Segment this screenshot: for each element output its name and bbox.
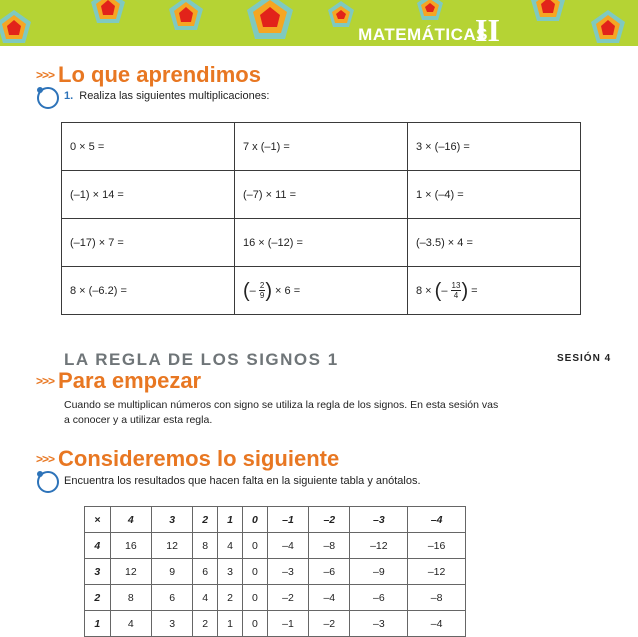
table-cell: –8 <box>408 585 466 611</box>
section-title-aprendimos <box>36 62 261 88</box>
table-row <box>85 585 466 611</box>
subject-title: MATEMÁTICAS <box>358 25 488 44</box>
table-row <box>62 267 581 315</box>
pentagon-icon <box>247 0 293 39</box>
table-cell: 12 <box>152 533 193 559</box>
table-row <box>85 533 466 559</box>
header-cell: –2 <box>309 507 350 533</box>
table-cell: –1 <box>267 611 308 637</box>
table-cell: 3 <box>218 559 243 585</box>
tail: = <box>471 284 478 297</box>
table-cell: 0 <box>243 611 268 637</box>
tail: × 6 = <box>275 284 301 297</box>
instruction-text: Realiza las siguientes multiplicaciones: <box>79 90 270 102</box>
table-cell: 12 <box>110 559 151 585</box>
pentagon-icon <box>417 0 443 20</box>
denominator: 9 <box>259 291 265 300</box>
table-cell: 1 <box>218 611 243 637</box>
exercise-cell[interactable]: (–1) × 14 = <box>62 171 235 219</box>
table-cell: 2 <box>193 611 218 637</box>
exercise-cell-fraction[interactable] <box>408 267 581 315</box>
row-header-cell: 3 <box>85 559 111 585</box>
table-cell: –4 <box>408 611 466 637</box>
paren-open: ( <box>434 279 442 302</box>
circle-marker-icon <box>37 87 59 109</box>
table-cell: –3 <box>267 559 308 585</box>
chevrons-icon: >>> <box>36 68 55 82</box>
exercise-cell[interactable]: 3 × (–16) = <box>408 123 581 171</box>
multiplication-table <box>61 122 581 315</box>
pentagon-icon <box>591 10 625 43</box>
exercise-cell[interactable]: 8 × (–6.2) = <box>62 267 235 315</box>
paren-close: ) <box>265 279 272 302</box>
item-number: 1. <box>64 90 74 102</box>
exercise-cell[interactable]: (–17) × 7 = <box>62 219 235 267</box>
table-cell: 16 <box>110 533 151 559</box>
session-label: SESIÓN 4 <box>557 353 612 364</box>
table-cell: 9 <box>152 559 193 585</box>
table-cell: –3 <box>350 611 408 637</box>
table-cell: –8 <box>309 533 350 559</box>
table-cell: –16 <box>408 533 466 559</box>
header-cell: 3 <box>152 507 193 533</box>
numerator: 2 <box>259 281 265 290</box>
pentagon-icon <box>91 0 125 23</box>
pentagon-icon <box>328 1 354 27</box>
denominator: 4 <box>453 291 459 300</box>
fraction <box>451 281 462 300</box>
pentagon-icon <box>0 10 31 43</box>
section-title-empezar <box>36 368 201 394</box>
table-header-row <box>85 507 466 533</box>
exercise-cell[interactable]: (–3.5) × 4 = <box>408 219 581 267</box>
circle-marker-icon <box>37 471 59 493</box>
header-banner <box>0 0 638 46</box>
table-cell: 8 <box>110 585 151 611</box>
header-cell: 1 <box>218 507 243 533</box>
table-cell: 4 <box>110 611 151 637</box>
lesson-title: LA REGLA DE LOS SIGNOS 1 <box>64 350 339 369</box>
table-cell: –12 <box>408 559 466 585</box>
table-cell: –2 <box>309 611 350 637</box>
table-row <box>62 123 581 171</box>
exercise-cell[interactable]: 16 × (–12) = <box>235 219 408 267</box>
pentagon-decorations <box>0 0 638 46</box>
table-cell: –6 <box>350 585 408 611</box>
pentagon-icon <box>531 0 565 21</box>
table-cell: 4 <box>193 585 218 611</box>
table-cell: 6 <box>193 559 218 585</box>
signs-table <box>84 506 466 637</box>
table-cell: –9 <box>350 559 408 585</box>
table-cell: 0 <box>243 533 268 559</box>
row-header-cell: 2 <box>85 585 111 611</box>
section-title-text: Lo que aprendimos <box>58 62 261 87</box>
table-cell: 0 <box>243 559 268 585</box>
sign: – <box>441 284 448 297</box>
table-cell: 8 <box>193 533 218 559</box>
intro-paragraph: Cuando se multiplican números con signo se utiliza la regla de los signos. En esta sesión vas a conocer y a utilizar esta regla. <box>64 399 499 426</box>
table-cell: 4 <box>218 533 243 559</box>
paren-open: ( <box>243 279 250 302</box>
sign: – <box>249 284 256 297</box>
table-row <box>62 171 581 219</box>
row-header-cell: 4 <box>85 533 111 559</box>
exercise-cell[interactable]: (–7) × 11 = <box>235 171 408 219</box>
paren-close: ) <box>461 279 469 302</box>
exercise-cell[interactable]: 1 × (–4) = <box>408 171 581 219</box>
table-cell: –4 <box>267 533 308 559</box>
table-row <box>62 219 581 267</box>
table-cell: 0 <box>243 585 268 611</box>
volume-number: II <box>475 12 500 48</box>
table-cell: 2 <box>218 585 243 611</box>
chevrons-icon: >>> <box>36 452 55 466</box>
table-cell: –4 <box>309 585 350 611</box>
pentagon-icon <box>169 0 203 30</box>
header-cell: –3 <box>350 507 408 533</box>
table-cell: –12 <box>350 533 408 559</box>
exercise-cell[interactable]: 0 × 5 = <box>62 123 235 171</box>
header-cell: –4 <box>408 507 466 533</box>
numerator: 13 <box>451 281 461 290</box>
section-title-consideremos <box>36 446 339 472</box>
header-cell: × <box>85 507 111 533</box>
header-cell: 0 <box>243 507 268 533</box>
header-cell: 4 <box>110 507 151 533</box>
table-cell: 6 <box>152 585 193 611</box>
chevrons-icon: >>> <box>36 374 55 388</box>
header-cell: –1 <box>267 507 308 533</box>
table-cell: –6 <box>309 559 350 585</box>
exercise-cell-fraction[interactable] <box>235 267 408 315</box>
section-title-text: Para empezar <box>58 368 202 393</box>
table-cell: –2 <box>267 585 308 611</box>
row-header-cell: 1 <box>85 611 111 637</box>
header-cell: 2 <box>193 507 218 533</box>
head: 8 × <box>416 284 432 297</box>
instruction-2: Encuentra los resultados que hacen falta en la siguiente tabla y anótalos. <box>64 475 421 487</box>
table-row <box>85 559 466 585</box>
section-title-text: Consideremos lo siguiente <box>58 446 340 471</box>
table-row <box>85 611 466 637</box>
instruction-1 <box>64 90 269 102</box>
exercise-cell[interactable]: 7 x (–1) = <box>235 123 408 171</box>
table-cell: 3 <box>152 611 193 637</box>
